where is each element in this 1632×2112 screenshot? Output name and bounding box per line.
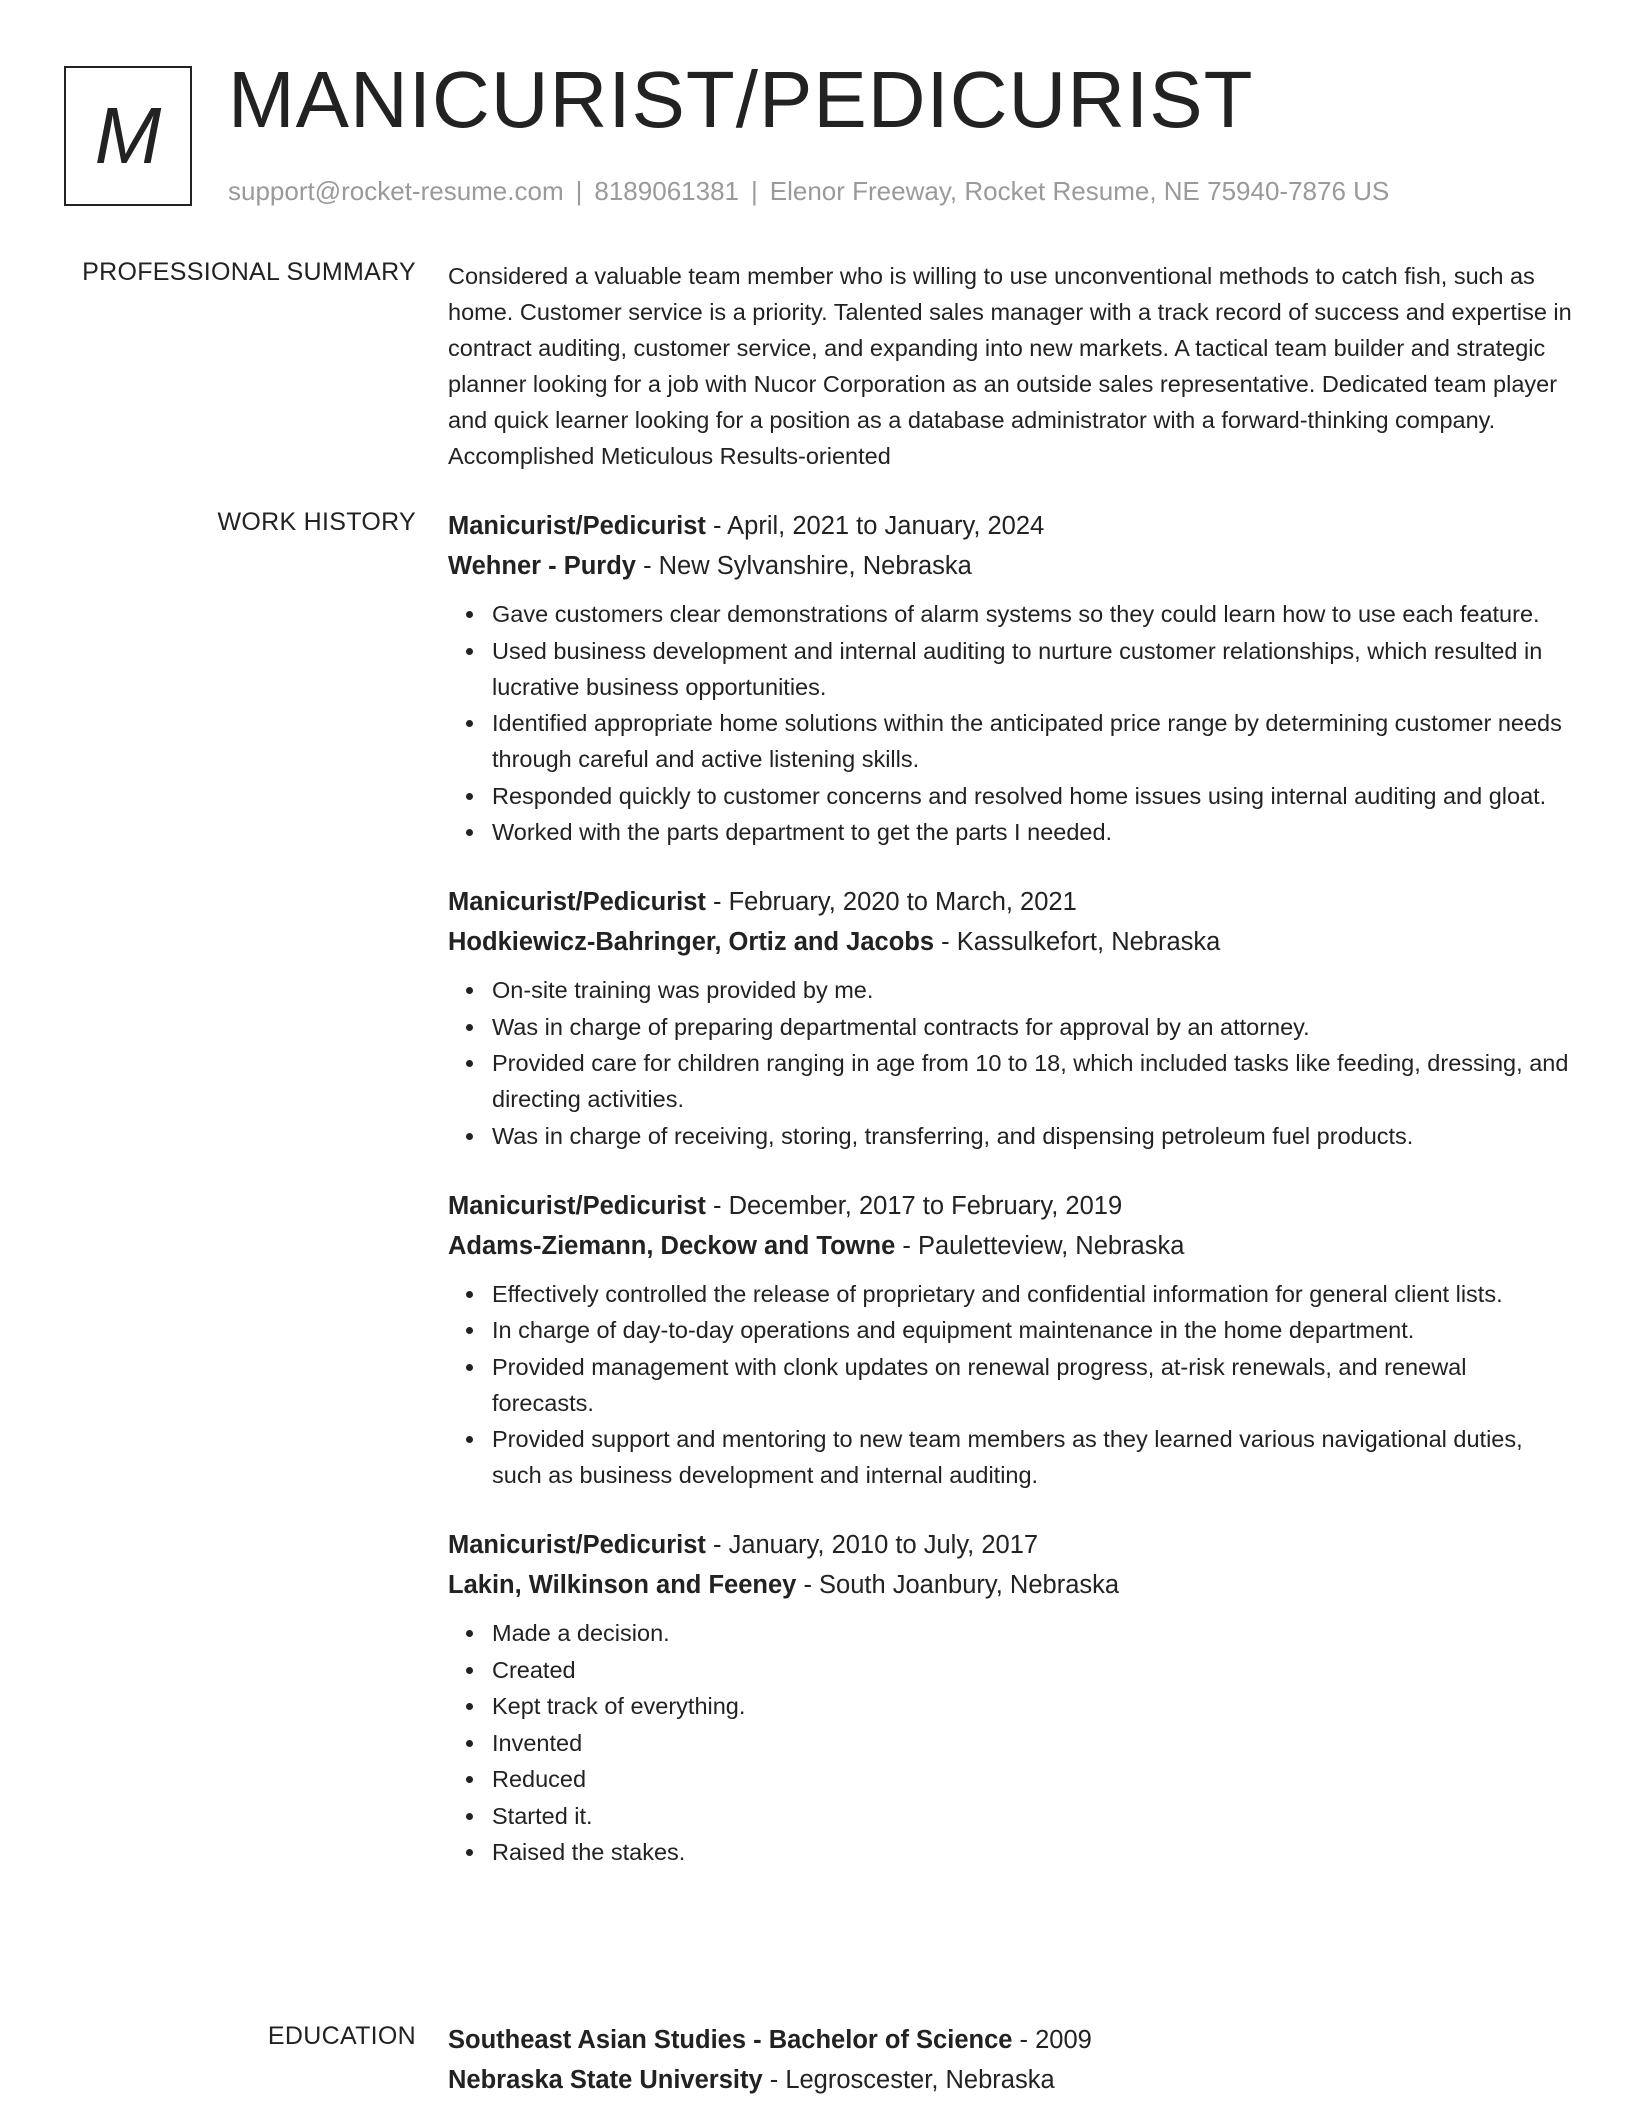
job-title: Manicurist/Pedicurist: [448, 512, 706, 540]
summary-label: PROFESSIONAL SUMMARY: [82, 258, 416, 286]
work-history-body: [448, 506, 1572, 1902]
job-company: Adams-Ziemann, Deckow and Towne: [448, 1231, 896, 1260]
job-bullet: Provided management with clonk updates on renewal progress, at-risk renewals, and renewal forecasts.: [492, 1349, 1572, 1421]
job-title-line: [448, 506, 1572, 546]
job-bullets: [448, 972, 1572, 1154]
job-bullet: Provided care for children ranging in age from 10 to 18, which included tasks like feeding, dressing, and directing activities.: [492, 1045, 1572, 1117]
job-bullet: Reduced: [492, 1761, 1572, 1797]
job-location: - South Joanbury, Nebraska: [796, 1571, 1120, 1599]
job-title-line: [448, 1525, 1572, 1565]
job-bullet: Invented: [492, 1725, 1572, 1761]
job-entry: [448, 1186, 1572, 1494]
contact-separator: |: [751, 176, 758, 206]
summary-text: Considered a valuable team member who is willing to use unconventional methods to catch fish, such as home. Customer service is a priority. Talented sales manager with a track record of success and expertise in contract auditing, customer service, and expanding into new markets. A tactical team builder and strategic planner looking for a job with Nucor Corporation as an outside sales representative. Dedicated team player and quick learner looking for a position as a database administrator with a forward-thinking company. Accomplished Meticulous Results-oriented: [448, 263, 1572, 469]
education-degree-line: [448, 2020, 1572, 2060]
job-bullet: Made a decision.: [492, 1615, 1572, 1651]
job-location: - New Sylvanshire, Nebraska: [635, 552, 972, 580]
summary-body: [448, 258, 1572, 474]
job-company-line: [448, 546, 1572, 586]
education-body: [448, 2020, 1572, 2100]
job-company: Lakin, Wilkinson and Feeney: [448, 1571, 797, 1599]
education-label: EDUCATION: [267, 2022, 416, 2050]
job-bullet: Provided support and mentoring to new team members as they learned various navigational duties, such as business development and internal auditing.: [492, 1421, 1572, 1493]
job-dates: - February, 2020 to March, 2021: [705, 888, 1077, 916]
job-entry: [448, 1525, 1572, 1870]
education-location: - Legroscester, Nebraska: [762, 2066, 1055, 2094]
job-bullet: Gave customers clear demonstrations of alarm systems so they could learn how to use each feature.: [492, 596, 1572, 632]
job-bullet: In charge of day-to-day operations and equipment maintenance in the home department.: [492, 1312, 1572, 1348]
contact-email: support@rocket-resume.com: [228, 176, 564, 206]
job-bullets: [448, 1615, 1572, 1870]
job-entry: [448, 506, 1572, 850]
job-bullet: Created: [492, 1652, 1572, 1688]
job-bullet: Identified appropriate home solutions within the anticipated price range by determining customer needs through careful and active listening skills.: [492, 705, 1572, 777]
contact-line: [228, 176, 1389, 207]
job-bullet: Was in charge of receiving, storing, transferring, and dispensing petroleum fuel products.: [492, 1118, 1572, 1154]
work-history-label: WORK HISTORY: [217, 508, 416, 536]
monogram-logo: M: [64, 66, 192, 206]
job-entry: [448, 882, 1572, 1154]
contact-phone: 8189061381: [594, 176, 739, 206]
contact-address: Elenor Freeway, Rocket Resume, NE 75940-7876 US: [769, 176, 1390, 206]
job-bullet: On-site training was provided by me.: [492, 972, 1572, 1008]
job-company-line: [448, 1226, 1572, 1266]
job-company-line: [448, 1565, 1572, 1605]
job-dates: - January, 2010 to July, 2017: [705, 1531, 1039, 1559]
job-bullet: Used business development and internal auditing to nurture customer relationships, which resulted in lucrative business opportunities.: [492, 633, 1572, 705]
candidate-name: MANICURIST/PEDICURIST: [228, 55, 1254, 144]
job-title: Manicurist/Pedicurist: [448, 1531, 706, 1559]
job-bullet: Was in charge of preparing departmental contracts for approval by an attorney.: [492, 1009, 1572, 1045]
job-bullets: [448, 596, 1572, 850]
job-dates: - April, 2021 to January, 2024: [705, 512, 1045, 540]
job-bullet: Started it.: [492, 1798, 1572, 1834]
job-location: - Kassulkefort, Nebraska: [934, 928, 1221, 956]
education-degree: Southeast Asian Studies - Bachelor of Science: [448, 2026, 1013, 2054]
job-company-line: [448, 922, 1572, 962]
contact-separator: |: [575, 176, 583, 206]
education-school: Nebraska State University: [448, 2066, 763, 2094]
job-bullet: Raised the stakes.: [492, 1834, 1572, 1870]
job-company: Hodkiewicz-Bahringer, Ortiz and Jacobs: [448, 928, 935, 956]
job-bullet: Effectively controlled the release of proprietary and confidential information for general client lists.: [492, 1276, 1572, 1312]
job-title: Manicurist/Pedicurist: [448, 888, 706, 916]
job-title-line: [448, 882, 1572, 922]
job-title: Manicurist/Pedicurist: [448, 1191, 706, 1220]
education-school-line: [448, 2060, 1572, 2100]
job-bullet: Worked with the parts department to get the parts I needed.: [492, 814, 1572, 850]
job-bullet: Responded quickly to customer concerns and resolved home issues using internal auditing and gloat.: [492, 778, 1572, 814]
job-bullet: Kept track of everything.: [492, 1688, 1572, 1724]
job-dates: - December, 2017 to February, 2019: [705, 1191, 1123, 1220]
job-title-line: [448, 1186, 1572, 1226]
job-bullets: [448, 1276, 1572, 1494]
job-location: - Pauletteview, Nebraska: [895, 1231, 1185, 1260]
education-year: - 2009: [1012, 2026, 1092, 2054]
job-company: Wehner - Purdy: [448, 552, 636, 580]
